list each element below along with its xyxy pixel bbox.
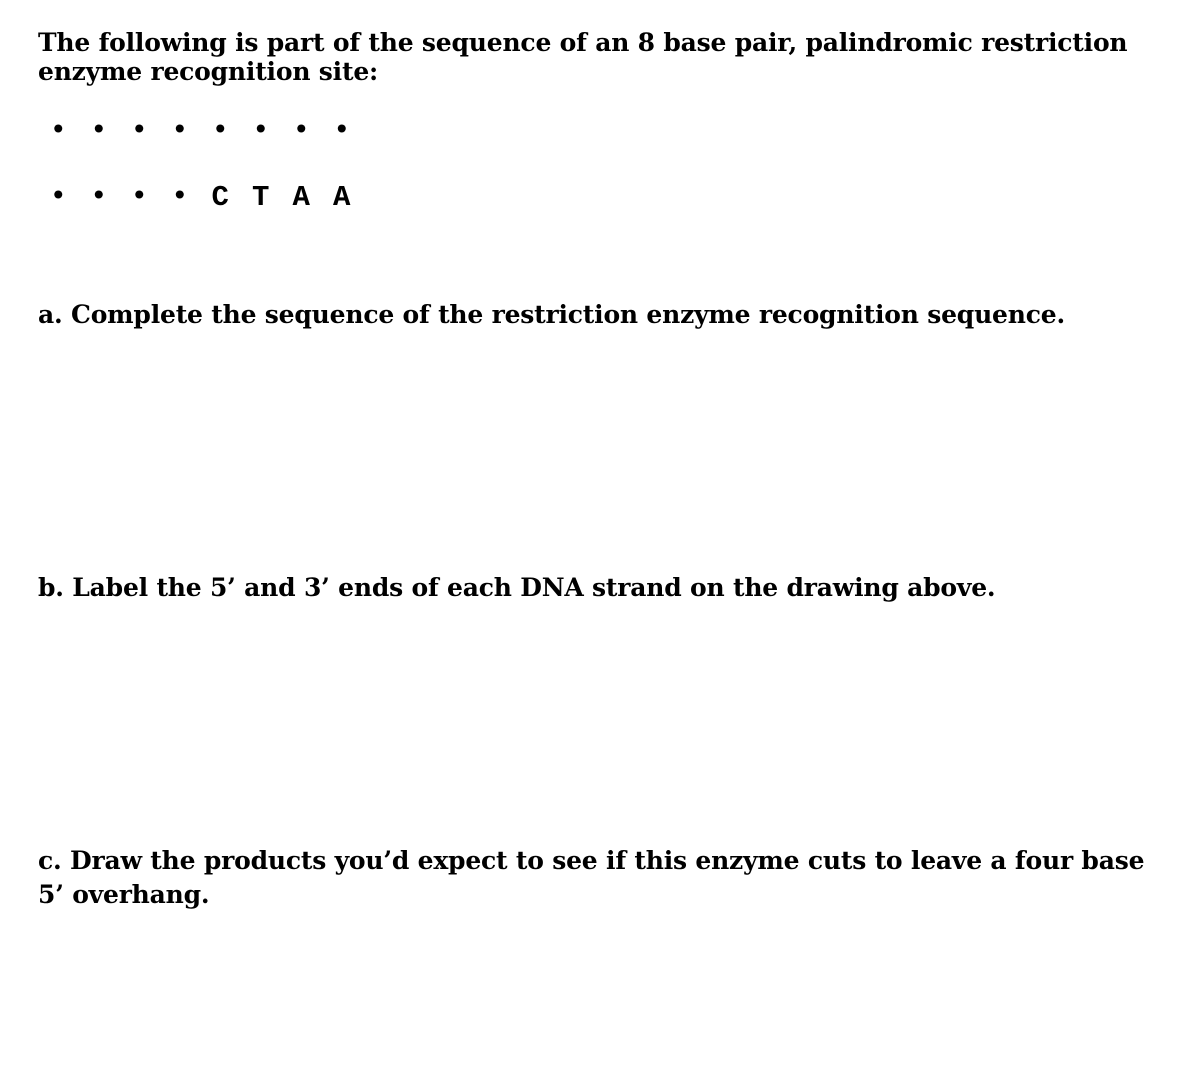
bottom-strand-base-2: • [90, 182, 108, 213]
question-a: a. Complete the sequence of the restriction enzyme recognition sequence. [38, 300, 1065, 329]
intro-text: The following is part of the sequence of an 8 base pair, palindromic restriction enzyme recognition site: [38, 28, 1128, 86]
bottom-strand-base-5: C [211, 181, 229, 214]
top-strand-base-7: • [292, 116, 310, 147]
top-strand-base-6: • [252, 116, 270, 147]
bottom-strand-base-3: • [130, 182, 148, 213]
bottom-strand [38, 178, 362, 218]
top-strand-base-1: • [49, 116, 67, 147]
bottom-strand-base-7: A [292, 181, 310, 214]
bottom-strand-base-8: A [333, 181, 351, 214]
top-strand-base-4: • [171, 116, 189, 147]
top-strand-base-2: • [90, 116, 108, 147]
bottom-strand-base-1: • [49, 182, 67, 213]
bottom-strand-base-4: • [171, 182, 189, 213]
top-strand-base-3: • [130, 116, 148, 147]
bottom-strand-base-6: T [252, 181, 270, 214]
top-strand-base-5: • [211, 116, 229, 147]
top-strand-base-8: • [333, 116, 351, 147]
question-c: c. Draw the products you’d expect to see if this enzyme cuts to leave a four base 5’ overhang. [38, 846, 1145, 909]
question-b: b. Label the 5’ and 3’ ends of each DNA strand on the drawing above. [38, 573, 996, 602]
top-strand [38, 112, 362, 152]
